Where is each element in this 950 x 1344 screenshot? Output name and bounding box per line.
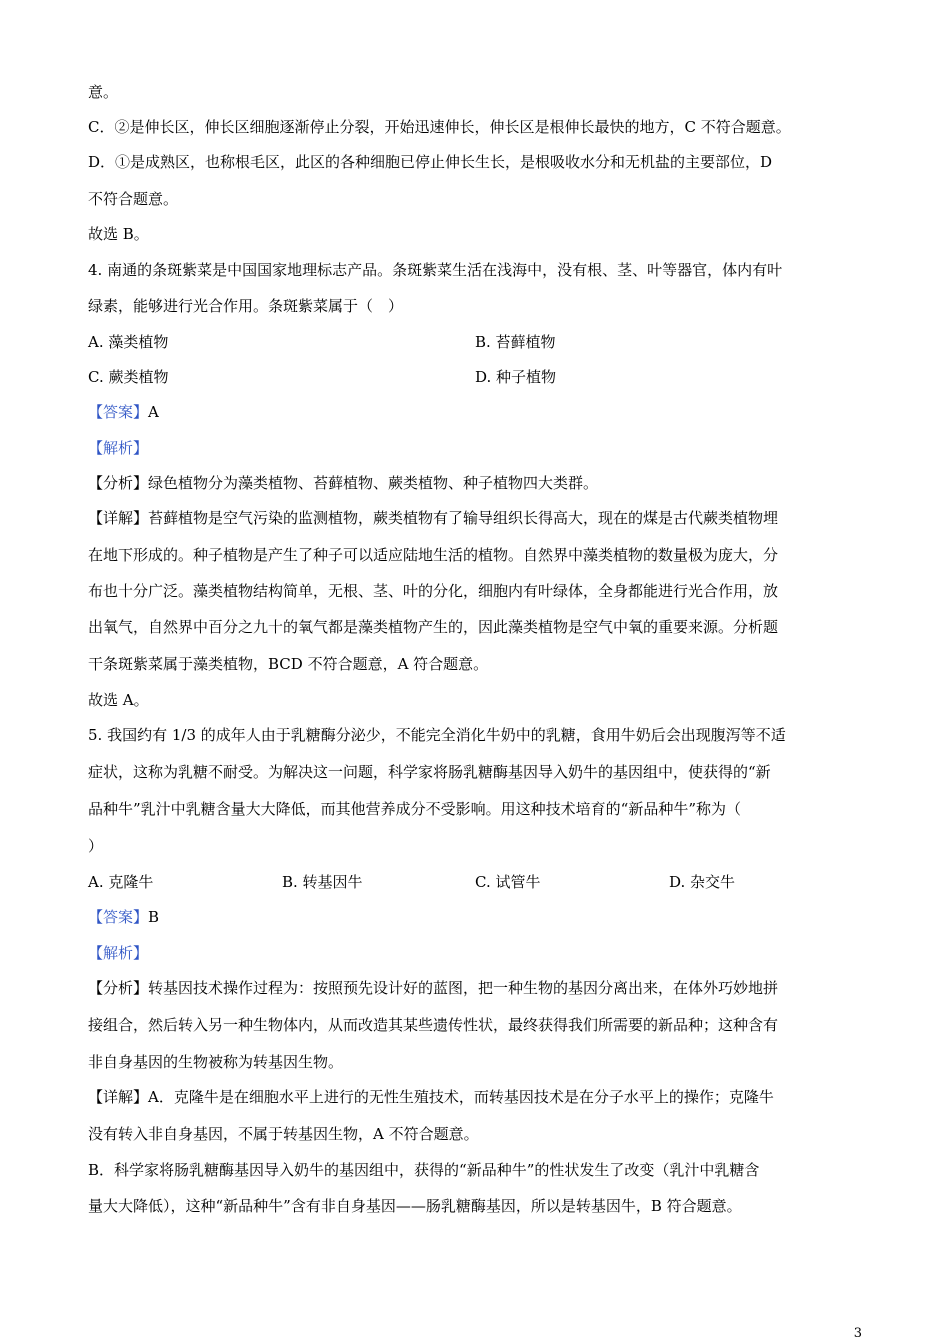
xiangjie-tag: 【详解】	[88, 509, 149, 527]
xiangjie-tag: 【详解】	[88, 1088, 149, 1106]
page-number: 3	[853, 1326, 862, 1341]
text-line: 非自身基因的生物被称为转基因生物。	[88, 1053, 344, 1071]
fenxi-tag: 【分析】	[88, 474, 149, 492]
text-line: 接组合，然后转入另一种生物体内，从而改造其某些遗传性状，最终获得我们所需要的新品种；这种含有	[88, 1016, 779, 1034]
fenxi-text: 绿色植物分为藻类植物、苔藓植物、蕨类植物、种子植物四大类群。	[148, 474, 599, 492]
text-line: B．科学家将肠乳糖酶基因导入奶牛的基因组中，获得的“新品种牛”的性状发生了改变（乳汁中乳糖含	[88, 1161, 760, 1179]
text-line: 故选 A。	[88, 691, 149, 709]
answer-value: A	[148, 403, 159, 421]
text-line: 布也十分广泛。藻类植物结构简单，无根、茎、叶的分化，细胞内有叶绿体，全身都能进行光合作用，放	[88, 582, 779, 600]
text-line: 在地下形成的。种子植物是产生了种子可以适应陆地生活的植物。自然界中藻类植物的数量极为庞大，分	[88, 546, 779, 564]
text-line: 没有转入非自身基因，不属于转基因生物，A 不符合题意。	[88, 1125, 479, 1143]
q5-xiangjie	[88, 1087, 774, 1107]
q5-answer	[88, 907, 159, 927]
text-line: 不符合题意。	[88, 190, 179, 208]
q5-option-d: D. 杂交牛	[669, 873, 736, 891]
analysis-tag: 【解析】	[88, 944, 149, 962]
q5-option-c: C. 试管牛	[475, 873, 541, 891]
question-4-stem: 绿素，能够进行光合作用。条斑紫菜属于（ ）	[88, 297, 404, 315]
answer-tag: 【答案】	[88, 403, 149, 421]
question-5-stem: 品种牛”乳汁中乳糖含量大大降低，而其他营养成分不受影响。用这种技术培育的“新品种牛”称为（	[88, 800, 742, 818]
q4-option-d: D. 种子植物	[475, 368, 557, 386]
text-line: 量大大降低），这种“新品种牛”含有非自身基因——肠乳糖酶基因，所以是转基因牛，B 符合题意。	[88, 1197, 742, 1215]
question-5-stem: ）	[88, 837, 104, 855]
question-4-stem: 4. 南通的条斑紫菜是中国国家地理标志产品。条斑紫菜生活在浅海中，没有根、茎、叶等器官，体内有叶	[88, 261, 783, 279]
question-5-stem: 症状，这称为乳糖不耐受。为解决这一问题，科学家将肠乳糖酶基因导入奶牛的基因组中，使获得的“新	[88, 763, 771, 781]
q4-option-b: B. 苔藓植物	[475, 333, 556, 351]
q4-fenxi	[88, 473, 598, 493]
q4-xiangjie	[88, 508, 778, 528]
q4-answer	[88, 402, 159, 422]
q4-option-a: A. 藻类植物	[88, 333, 169, 351]
xiangjie-text: A．克隆牛是在细胞水平上进行的无性生殖技术，而转基因技术是在分子水平上的操作；克隆牛	[148, 1088, 774, 1106]
answer-tag: 【答案】	[88, 908, 149, 926]
text-line: 出氧气，自然界中百分之九十的氧气都是藻类植物产生的，因此藻类植物是空气中氧的重要来源。分析题	[88, 618, 779, 636]
question-5-stem: 5. 我国约有 1/3 的成年人由于乳糖酶分泌少，不能完全消化牛奶中的乳糖，食用牛奶后会出现腹泻等不适	[88, 726, 786, 744]
fenxi-text: 转基因技术操作过程为：按照预先设计好的蓝图，把一种生物的基因分离出来，在体外巧妙地拼	[148, 979, 779, 997]
xiangjie-text: 苔藓植物是空气污染的监测植物，蕨类植物有了输导组织长得高大，现在的煤是古代蕨类植物埋	[148, 509, 779, 527]
text-line: D．①是成熟区，也称根毛区，此区的各种细胞已停止伸长生长，是根吸收水分和无机盐的主要部位，D	[88, 153, 773, 171]
answer-value: B	[148, 908, 160, 926]
text-line: C．②是伸长区，伸长区细胞逐渐停止分裂，开始迅速伸长，伸长区是根伸长最快的地方，C 不符合题意。	[88, 118, 791, 136]
text-line: 故选 B。	[88, 225, 149, 243]
q4-option-c: C. 蕨类植物	[88, 368, 169, 386]
q5-option-b: B. 转基因牛	[282, 873, 363, 891]
text-line: 意。	[88, 83, 119, 101]
q5-fenxi	[88, 978, 778, 998]
q5-option-a: A. 克隆牛	[88, 873, 154, 891]
fenxi-tag: 【分析】	[88, 979, 149, 997]
analysis-tag: 【解析】	[88, 439, 149, 457]
text-line: 干条斑紫菜属于藻类植物，BCD 不符合题意，A 符合题意。	[88, 655, 489, 673]
